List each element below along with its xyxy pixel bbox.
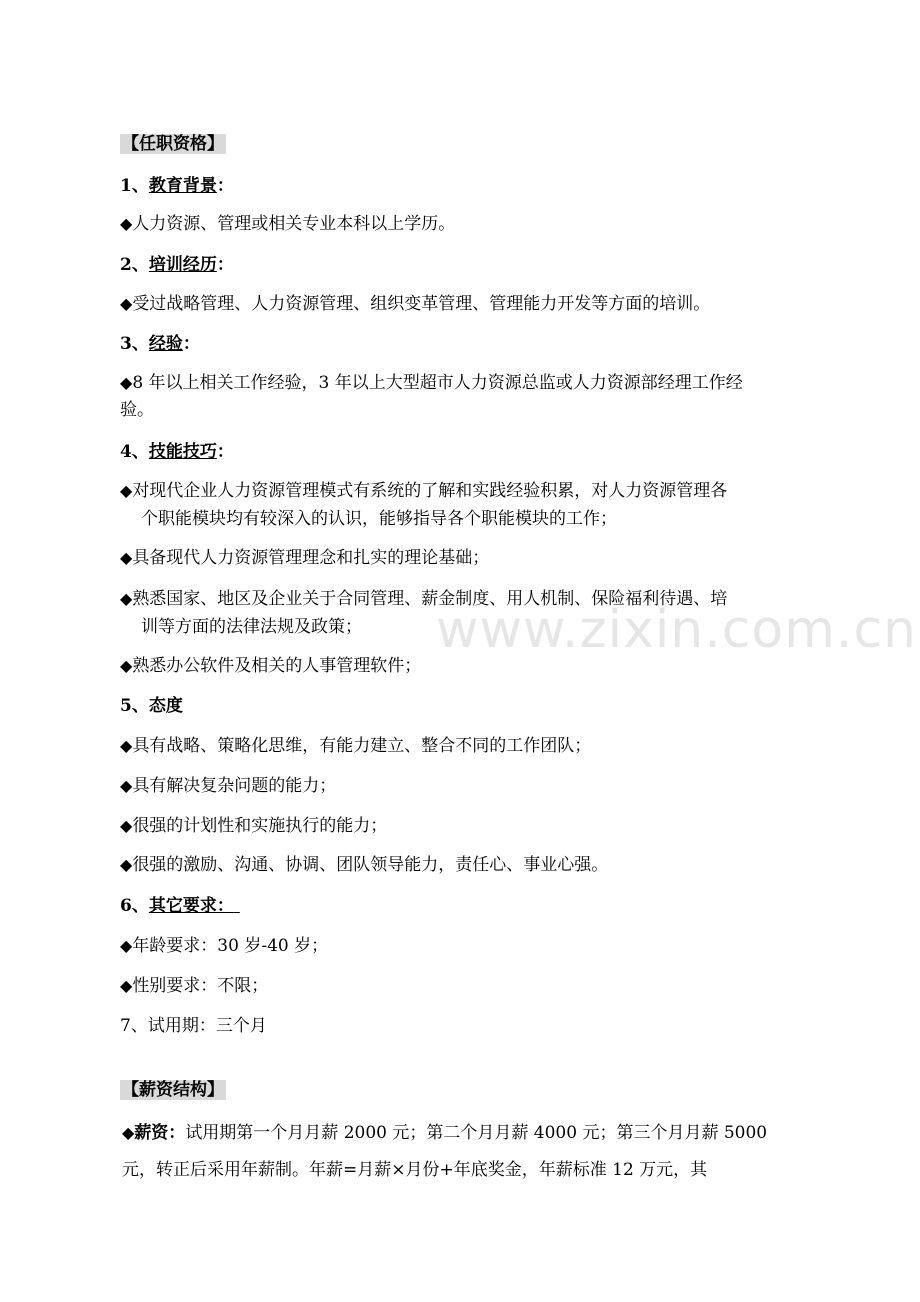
bullet-item [120, 371, 743, 395]
bullet-text: 具有解决复杂问题的能力； [132, 776, 337, 796]
section-colon: ： [182, 334, 200, 354]
underline-spacer [234, 896, 240, 916]
diamond-bullet-icon: ◆ [120, 548, 133, 567]
section-colon: ： [216, 176, 234, 196]
bullet-item [120, 654, 421, 678]
section-number: 2、 [120, 255, 149, 275]
bullet-item [120, 853, 608, 877]
bullet-text-continuation: 个职能模块均有较深入的认识，能够指导各个职能模块的工作； [141, 509, 617, 529]
bullet-item [120, 292, 710, 316]
section-1-heading [120, 174, 234, 198]
bullet-item [120, 587, 727, 611]
diamond-bullet-icon: ◆ [120, 481, 133, 500]
bullet-text: 8 年以上相关工作经验，3 年以上大型超市人力资源总监或人力资源部经理工作经 [132, 373, 743, 393]
bullet-text: 性别要求：不限； [132, 976, 269, 996]
salary-label: 薪资： [134, 1123, 186, 1143]
diamond-bullet-icon: ◆ [120, 736, 133, 755]
salary-paragraph-line-1 [122, 1121, 767, 1145]
bullet-text: 具有战略、策略化思维，有能力建立、整合不同的工作团队； [132, 736, 592, 756]
section-number: 3、 [120, 334, 149, 354]
bullet-text: 年龄要求：30 岁-40 岁； [132, 936, 329, 956]
bullet-text-continuation: 验。 [120, 400, 154, 420]
section-title: 其它要求： [148, 896, 234, 916]
section-colon: ： [216, 442, 234, 462]
diamond-bullet-icon: ◆ [120, 855, 133, 874]
section-3-heading [120, 332, 200, 356]
diamond-bullet-icon: ◆ [120, 976, 133, 995]
section-title: 教育背景 [148, 176, 217, 196]
bullet-item [120, 934, 328, 958]
bullet-text: 很强的计划性和实施执行的能力； [132, 816, 388, 836]
bullet-item [120, 546, 489, 570]
diamond-bullet-icon: ◆ [120, 816, 133, 835]
bullet-item [120, 212, 455, 236]
section-number: 1、 [120, 176, 149, 196]
diamond-bullet-icon: ◆ [120, 214, 133, 233]
bullet-text: 对现代企业人力资源管理模式有系统的了解和实践经验积累，对人力资源管理各 [132, 481, 728, 501]
section-title: 培训经历 [148, 255, 217, 275]
diamond-bullet-icon: ◆ [120, 936, 133, 955]
bullet-text: 受过战略管理、人力资源管理、组织变革管理、管理能力开发等方面的培训。 [132, 294, 711, 314]
section-2-heading [120, 253, 234, 277]
bullet-text: 具备现代人力资源管理理念和扎实的理论基础； [132, 548, 490, 568]
bullet-item [120, 734, 591, 758]
bullet-text: 很强的激励、沟通、协调、团队领导能力，责任心、事业心强。 [132, 855, 609, 875]
section-colon: ： [216, 255, 234, 275]
diamond-bullet-icon: ◆ [120, 294, 133, 313]
section-title: 经验 [148, 334, 183, 354]
section-5-heading: 5、态度 [120, 696, 183, 716]
qualification-header-text: 【任职资格】 [122, 134, 224, 154]
section-number: 6、 [120, 896, 149, 916]
bullet-item [120, 479, 727, 503]
section-number: 4、 [120, 442, 149, 462]
section-7-line: 7、试用期：三个月 [120, 1016, 267, 1036]
diamond-bullet-icon: ◆ [120, 589, 133, 608]
bullet-text-continuation: 训等方面的法律法规及政策； [141, 617, 362, 637]
bullet-text: 熟悉国家、地区及企业关于合同管理、薪金制度、用人机制、保险福利待遇、培 [132, 589, 728, 609]
watermark: www.zixin.com.cn [436, 600, 917, 660]
salary-header-text: 【薪资结构】 [122, 1080, 224, 1100]
salary-header [120, 1078, 226, 1102]
bullet-item [120, 774, 336, 798]
salary-paragraph-line-2: 元，转正后采用年薪制。年薪=月薪×月份+年底奖金，年薪标准 12 万元，其 [122, 1160, 708, 1180]
bullet-text: 人力资源、管理或相关专业本科以上学历。 [132, 214, 456, 234]
salary-text: 试用期第一个月月薪 2000 元；第二个月月薪 4000 元；第三个月月薪 5000 [185, 1123, 768, 1143]
bullet-item [120, 974, 268, 998]
qualification-header [120, 132, 226, 156]
bullet-item [120, 814, 387, 838]
diamond-bullet-icon: ◆ [120, 373, 133, 392]
diamond-bullet-icon: ◆ [122, 1123, 135, 1142]
diamond-bullet-icon: ◆ [120, 656, 133, 675]
diamond-bullet-icon: ◆ [120, 776, 133, 795]
section-4-heading [120, 440, 234, 464]
section-6-heading [120, 894, 240, 918]
section-title: 技能技巧 [148, 442, 217, 462]
bullet-text: 熟悉办公软件及相关的人事管理软件； [132, 656, 422, 676]
